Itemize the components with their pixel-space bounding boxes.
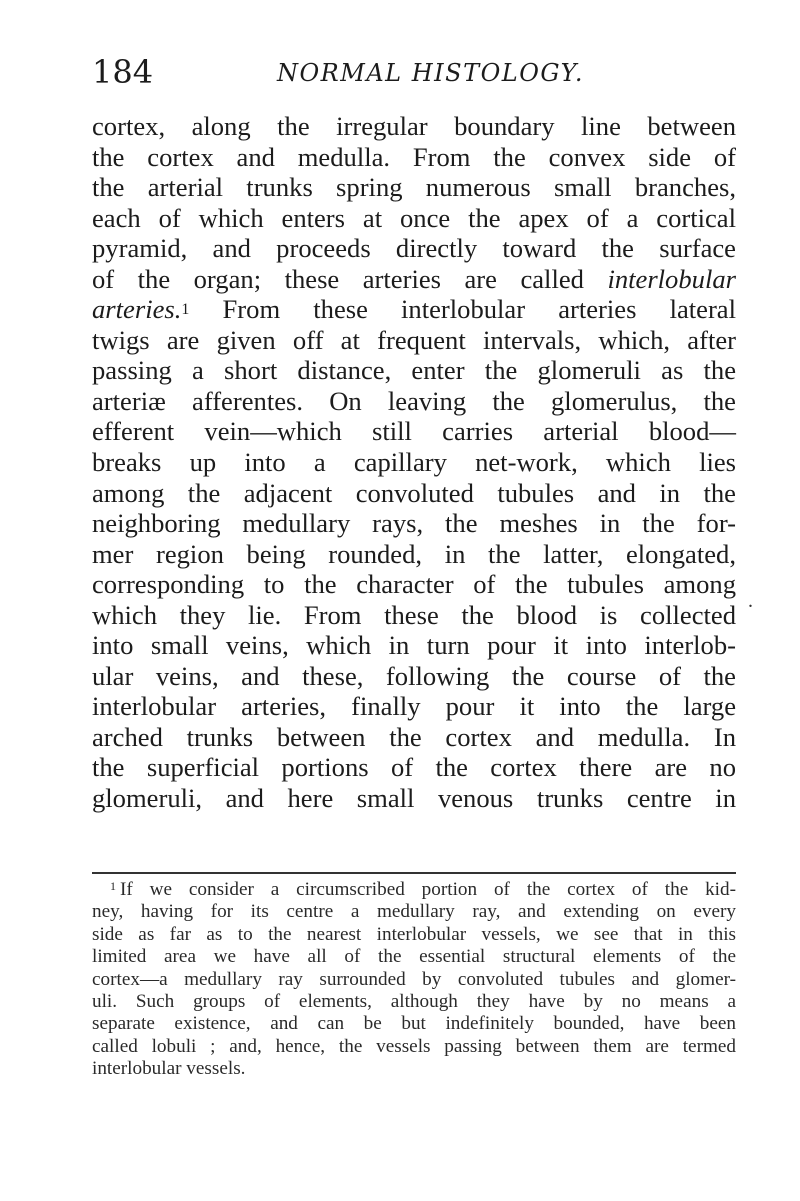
footnote-line: interlobular vessels. — [92, 1058, 246, 1080]
footnote-line: side as far as to the nearest interlobular vessels, we see that in this — [92, 923, 736, 945]
footnote-line: ney, having for its centre a medullary ray, and extending on every — [92, 901, 736, 923]
body-text — [92, 111, 736, 814]
text-line: cortex, along the irregular boundary line between — [92, 111, 736, 141]
text-line-with-term — [92, 294, 736, 325]
text-line: the cortex and medulla. From the convex side of — [92, 141, 736, 172]
footnote — [92, 879, 736, 1081]
footnote-marker: 1 — [110, 879, 116, 893]
text-line: twigs are given off at frequent intervals, which, after — [92, 324, 736, 355]
footnote-divider — [92, 872, 736, 874]
text-line: which they lie. From these the blood is collected — [92, 599, 736, 630]
footnote-line: uli. Such groups of elements, although they have by no means a — [92, 990, 736, 1012]
footnote-line — [92, 879, 736, 901]
footnote-text: If we consider a circumscribed portion of the cortex of the kid- — [120, 879, 736, 900]
text-segment: of the organ; these arteries are called — [92, 263, 584, 294]
text-line: among the adjacent convoluted tubules and in the — [92, 477, 736, 508]
running-head — [92, 52, 732, 92]
text-segment: From these interlobular arteries lateral — [222, 294, 736, 325]
text-line: efferent vein—which still carries arterial blood— — [92, 416, 736, 447]
footnote-line: separate existence, and can be but indefinitely bounded, have been — [92, 1013, 736, 1035]
text-line: arched trunks between the cortex and medulla. In — [92, 721, 736, 752]
text-line-with-term — [92, 264, 736, 295]
footnote-line: cortex—a medullary ray surrounded by convoluted tubules and glomer- — [92, 968, 736, 990]
text-line: into small veins, which in turn pour it into interlob- — [92, 630, 736, 661]
text-line: breaks up into a capillary net-work, which lies — [92, 447, 736, 478]
footnote-reference[interactable]: 1 — [181, 301, 190, 319]
text-line: the arterial trunks spring numerous small branches, — [92, 172, 736, 203]
page-number: 184 — [92, 53, 154, 91]
running-title: NORMAL HISTOLOGY. — [277, 59, 584, 87]
text-line: glomeruli, and here small venous trunks centre in — [92, 783, 736, 814]
text-line: passing a short distance, enter the glomeruli as the — [92, 355, 736, 386]
italic-term: arteries. — [92, 294, 182, 325]
text-line: corresponding to the character of the tubules among — [92, 569, 736, 600]
text-line: interlobular arteries, finally pour it into the large — [92, 691, 736, 722]
text-line: neighboring medullary rays, the meshes in the for- — [92, 508, 736, 539]
text-line: arteriæ afferentes. On leaving the glomerulus, the — [92, 385, 736, 416]
italic-term: interlobular — [607, 263, 736, 294]
text-line: each of which enters at once the apex of a cortical — [92, 202, 736, 233]
text-line: the superficial portions of the cortex there are no — [92, 752, 736, 783]
footnote-line: limited area we have all of the essential structural elements of the — [92, 946, 736, 968]
footnote-line: called lobuli ; and, hence, the vessels passing between them are termed — [92, 1035, 736, 1057]
text-line: ular veins, and these, following the course of the — [92, 660, 736, 691]
text-line: pyramid, and proceeds directly toward the surface — [92, 233, 736, 264]
text-line: mer region being rounded, in the latter, elongated, — [92, 538, 736, 569]
margin-mark: . — [748, 590, 753, 612]
